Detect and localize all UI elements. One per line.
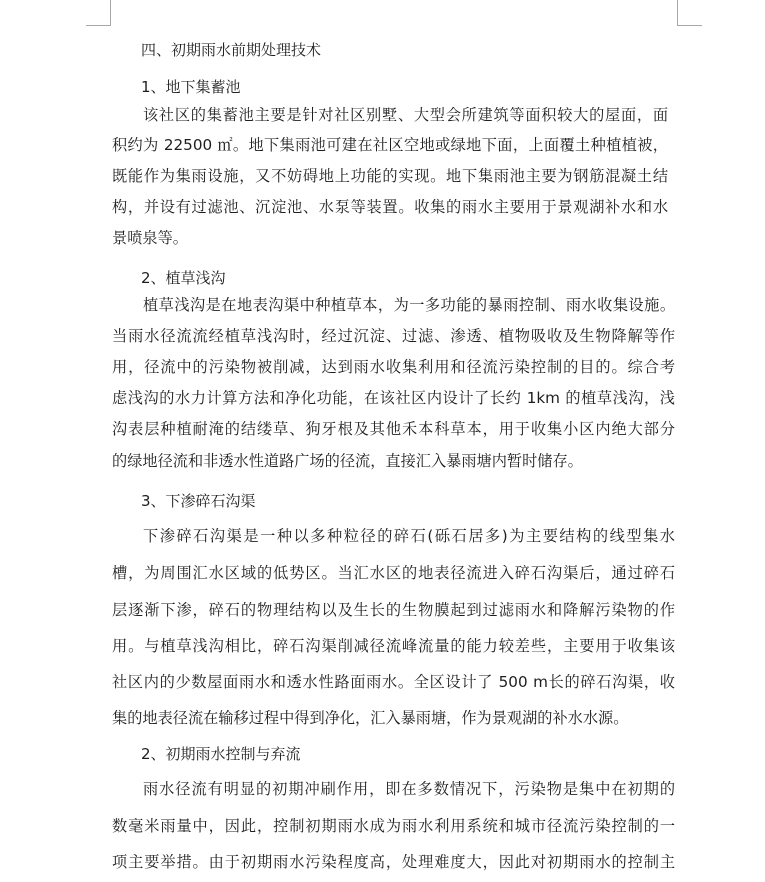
paragraph-line: 植草浅沟是在地表沟渠中种植草本，为一多功能的暴雨控制、雨水收集设施。 — [143, 296, 675, 314]
paragraph-line: 用。与植草浅沟相比，碎石沟渠削减径流峰流量的能力较差些，主要用于收集该 — [112, 637, 675, 655]
section-title: 四、初期雨水前期处理技术 — [141, 41, 322, 59]
paragraph-line: 数毫米雨量中，因此，控制初期雨水成为雨水利用系统和城市径流污染控制的一 — [112, 817, 675, 835]
subsection-heading: 3、下渗碎石沟渠 — [141, 492, 256, 510]
paragraph-line: 项主要举措。由于初期雨水污染程度高，处理难度大，因此对初期雨水的控制主 — [112, 853, 675, 871]
paragraph-line: 既能作为集雨设施，又不妨碍地上功能的实现。地下集雨池主要为钢筋混凝土结 — [112, 167, 668, 185]
paragraph-line: 构，并设有过滤池、沉淀池、水泵等装置。收集的雨水主要用于景观湖补水和水 — [112, 198, 668, 216]
paragraph-line: 雨水径流有明显的初期冲刷作用，即在多数情况下，污染物是集中在初期的 — [143, 780, 675, 798]
paragraph-line: 该社区的集蓄池主要是针对社区别墅、大型会所建筑等面积较大的屋面，面 — [143, 106, 668, 124]
paragraph-line: 社区内的少数屋面雨水和透水性路面雨水。全区设计了 500 m长的碎石沟渠，收 — [112, 673, 675, 691]
subsection-heading: 1、地下集蓄池 — [141, 78, 241, 96]
subsection-heading: 2、植草浅沟 — [141, 269, 226, 287]
paragraph-line: 集的地表径流在输移过程中得到净化，汇入暴雨塘，作为景观湖的补水水源。 — [112, 709, 629, 727]
subsection-heading: 2、初期雨水控制与弃流 — [141, 745, 301, 763]
paragraph-line: 槽，为周围汇水区域的低势区。当汇水区的地表径流进入碎石沟渠后，通过碎石 — [112, 564, 675, 582]
paragraph-line: 积约为 22500 ㎡。地下集雨池可建在社区空地或绿地下面，上面覆土种植植被， — [112, 136, 668, 154]
paragraph-line: 虑浅沟的水力计算方法和净化功能，在该社区内设计了长约 1km 的植草浅沟，浅 — [112, 389, 675, 407]
paragraph-line: 层逐渐下渗，碎石的物理结构以及生长的生物膜起到过滤雨水和降解污染物的作 — [112, 601, 675, 619]
paragraph-line: 用，径流中的污染物被削减，达到雨水收集利用和径流污染控制的目的。综合考 — [112, 358, 675, 376]
paragraph-line: 当雨水径流流经植草浅沟时，经过沉淀、过滤、渗透、植物吸收及生物降解等作 — [112, 327, 675, 345]
paragraph-line: 景喷泉等。 — [112, 229, 188, 247]
paragraph-line: 下渗碎石沟渠是一种以多种粒径的碎石(砾石居多)为主要结构的线型集水 — [143, 527, 675, 545]
paragraph-line: 沟表层种植耐淹的结缕草、狗牙根及其他禾本科草本，用于收集小区内绝大部分 — [112, 420, 675, 438]
paragraph-line: 的绿地径流和非透水性道路广场的径流，直接汇入暴雨塘内暂时储存。 — [112, 452, 583, 470]
